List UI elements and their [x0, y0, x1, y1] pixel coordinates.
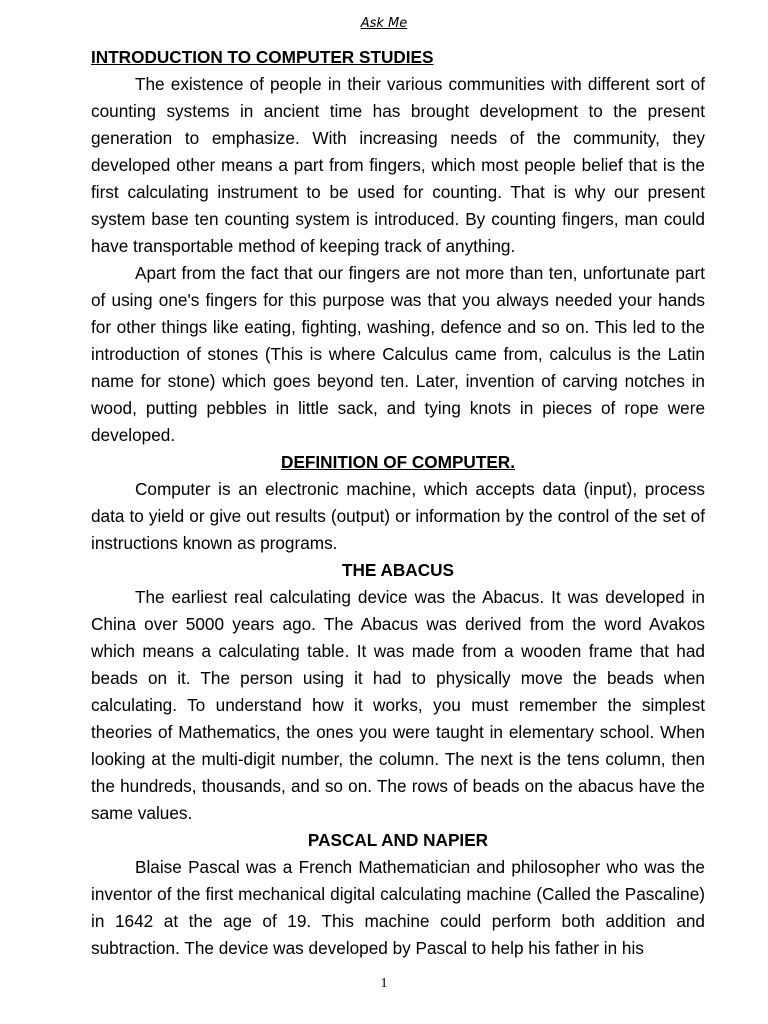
- paragraph-abacus-1: The earliest real calculating device was the Abacus. It was developed in China over 5000 years ago. The Abacus was derived from the word Avakos which means a calculating table. It was made from a wooden frame that had beads on it. The person using it had to physically move the beads when calculating. To understand how it works, you must remember the simplest theories of Mathematics, the ones you were taught in elementary school. When looking at the multi-digit number, the column. The next is the tens column, then the hundreds, thousands, and so on. The rows of beads on the abacus have the same values.: [91, 587, 705, 823]
- heading-introduction: INTRODUCTION TO COMPUTER STUDIES: [91, 47, 434, 67]
- paragraph-pascal-1: Blaise Pascal was a French Mathematician and philosopher who was the inventor of the first mechanical digital calculating machine (Called the Pascaline) in 1642 at the age of 19. This machine could perform both addition and subtraction. The device was developed by Pascal to help his father in his: [91, 857, 705, 958]
- paragraph-intro-1: The existence of people in their various communities with different sort of counting systems in ancient time has brought development to the present generation to emphasize. With increasing needs of the community, they developed other means a part from fingers, which most people belief that is the first calculating instrument to be used for counting. That is why our present system base ten counting system is introduced. By counting fingers, man could have transportable method of keeping track of anything.: [91, 74, 705, 256]
- paragraph-intro-2: Apart from the fact that our fingers are not more than ten, unfortunate part of using one's fingers for this purpose was that you always needed your hands for other things like eating, fighting, washing, defence and so on. This led to the introduction of stones (This is where Calculus came from, calculus is the Latin name for stone) which goes beyond ten. Later, invention of carving notches in wood, putting pebbles in little sack, and tying knots in pieces of rope were developed.: [91, 263, 705, 445]
- heading-pascal: PASCAL AND NAPIER: [307, 830, 489, 850]
- heading-abacus: THE ABACUS: [341, 560, 455, 580]
- document-body: [91, 44, 705, 962]
- page-header: Ask Me: [360, 16, 408, 31]
- page-number: 1: [380, 976, 388, 991]
- paragraph-definition-1: Computer is an electronic machine, which accepts data (input), process data to yield or give out results (output) or information by the control of the set of instructions known as programs.: [91, 479, 705, 553]
- heading-definition: DEFINITION OF COMPUTER.: [281, 452, 515, 472]
